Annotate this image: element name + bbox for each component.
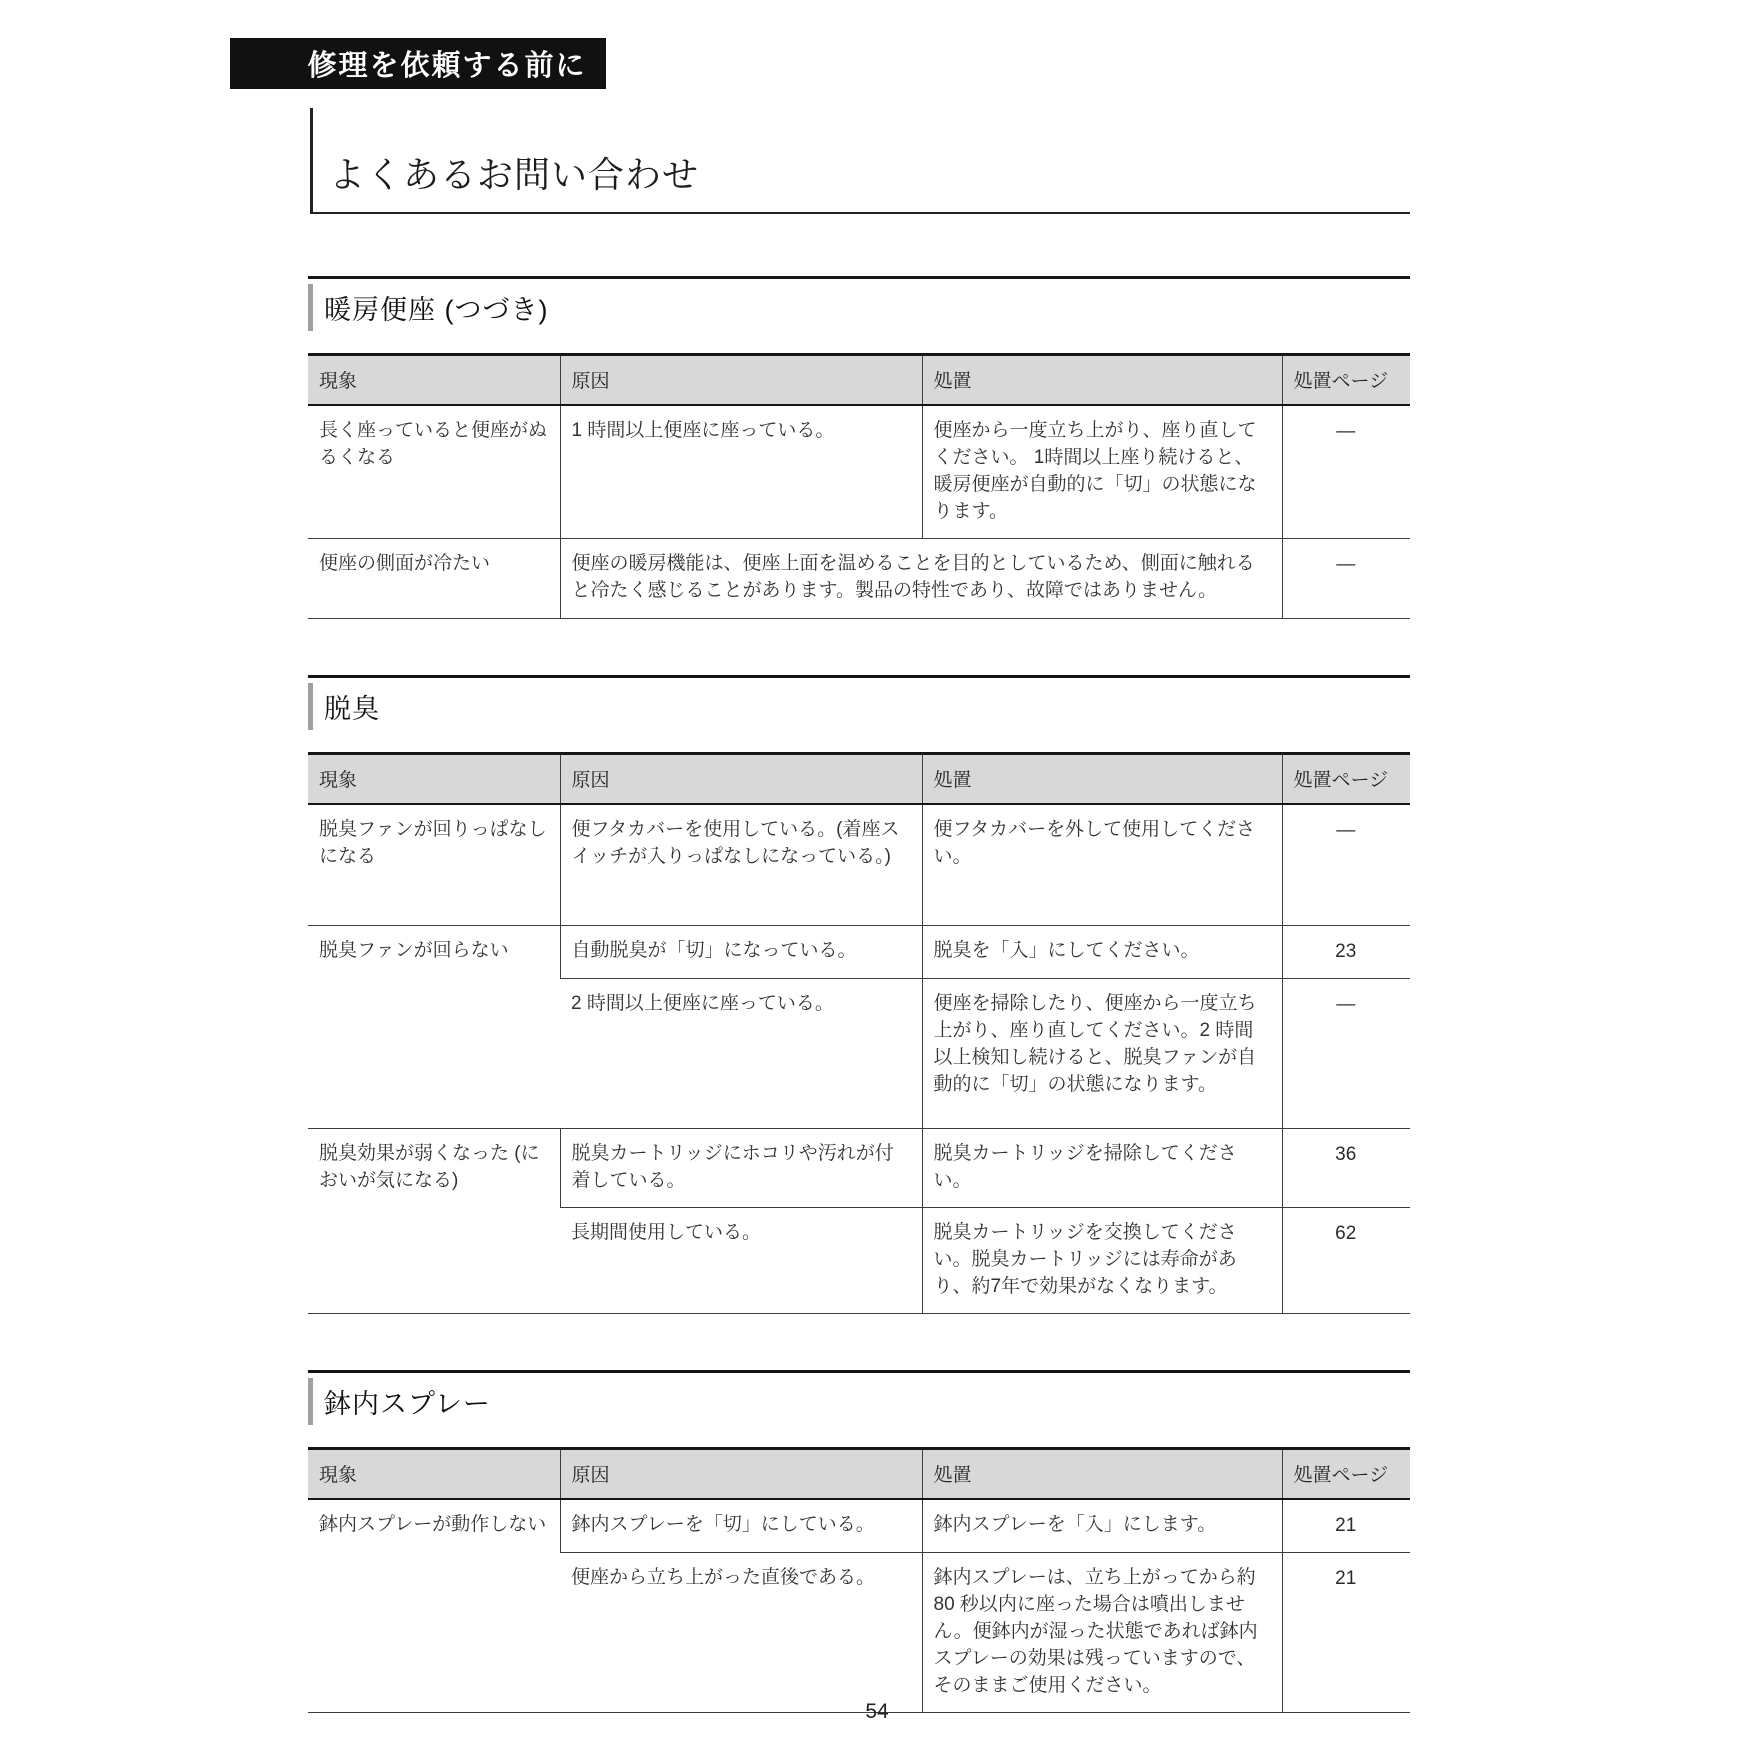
page-content bbox=[308, 214, 1410, 1713]
column-header-phenomenon: 現象 bbox=[308, 1449, 560, 1500]
section-header bbox=[308, 1378, 1410, 1425]
section-heated-seat bbox=[308, 276, 1410, 619]
page-ref-cell: — bbox=[1282, 538, 1410, 618]
troubleshooting-table-bowl-spray bbox=[308, 1447, 1410, 1713]
section-rule bbox=[308, 675, 1410, 678]
table-header-row bbox=[308, 1449, 1410, 1500]
section-header bbox=[308, 284, 1410, 331]
table-row bbox=[308, 1499, 1410, 1552]
section-header bbox=[308, 683, 1410, 730]
column-header-cause: 原因 bbox=[560, 355, 922, 406]
cause-treatment-merged-cell: 便座の暖房機能は、便座上面を温めることを目的としているため、側面に触れると冷たく感じることがあります。製品の特性であり、故障ではありません。 bbox=[560, 538, 1282, 618]
cause-cell: 便座から立ち上がった直後である。 bbox=[560, 1553, 922, 1713]
column-header-cause: 原因 bbox=[560, 753, 922, 804]
page-ref-cell: 62 bbox=[1282, 1208, 1410, 1314]
cause-cell: 長期間使用している。 bbox=[560, 1208, 922, 1314]
phenomenon-cell: 鉢内スプレーが動作しない bbox=[308, 1499, 560, 1712]
column-header-treatment-page: 処置ページ bbox=[1282, 1449, 1410, 1500]
column-header-treatment: 処置 bbox=[922, 355, 1282, 406]
table-header-row bbox=[308, 753, 1410, 804]
treatment-cell: 鉢内スプレーを「入」にします。 bbox=[922, 1499, 1282, 1552]
column-header-cause: 原因 bbox=[560, 1449, 922, 1500]
page-ref-cell: 36 bbox=[1282, 1129, 1410, 1208]
section-bowl-spray bbox=[308, 1370, 1410, 1713]
cause-cell: 2 時間以上便座に座っている。 bbox=[560, 979, 922, 1129]
phenomenon-cell: 長く座っていると便座がぬるくなる bbox=[308, 405, 560, 538]
page-ref-cell: 21 bbox=[1282, 1553, 1410, 1713]
page-ref-cell: 21 bbox=[1282, 1499, 1410, 1552]
column-header-phenomenon: 現象 bbox=[308, 753, 560, 804]
section-rule bbox=[308, 276, 1410, 279]
table-row bbox=[308, 405, 1410, 538]
table-row bbox=[308, 538, 1410, 618]
chapter-banner bbox=[230, 38, 606, 89]
column-header-treatment-page: 処置ページ bbox=[1282, 355, 1410, 406]
column-header-treatment: 処置 bbox=[922, 753, 1282, 804]
phenomenon-cell: 脱臭ファンが回らない bbox=[308, 926, 560, 1129]
cause-cell: 自動脱臭が「切」になっている。 bbox=[560, 926, 922, 979]
cause-cell: 鉢内スプレーを「切」にしている。 bbox=[560, 1499, 922, 1552]
cause-cell: 1 時間以上便座に座っている。 bbox=[560, 405, 922, 538]
cause-cell: 便フタカバーを使用している。(着座スイッチが入りっぱなしになっている。) bbox=[560, 804, 922, 926]
troubleshooting-table-deodorizer bbox=[308, 752, 1410, 1314]
page-title-block bbox=[310, 108, 1410, 214]
table-row bbox=[308, 804, 1410, 926]
treatment-cell: 便フタカバーを外して使用してください。 bbox=[922, 804, 1282, 926]
treatment-cell: 脱臭カートリッジを掃除してください。 bbox=[922, 1129, 1282, 1208]
section-title: 脱臭 bbox=[324, 693, 380, 724]
section-title: 鉢内スプレー bbox=[324, 1389, 491, 1420]
section-title: 暖房便座 (つづき) bbox=[324, 295, 549, 325]
phenomenon-cell: 脱臭ファンが回りっぱなしになる bbox=[308, 804, 560, 926]
cause-cell: 脱臭カートリッジにホコリや汚れが付着している。 bbox=[560, 1129, 922, 1208]
section-deodorizer bbox=[308, 675, 1410, 1314]
table-row bbox=[308, 1129, 1410, 1208]
chapter-banner-label: 修理を依頼する前に bbox=[307, 50, 587, 82]
table-row bbox=[308, 926, 1410, 979]
treatment-cell: 便座を掃除したり、便座から一度立ち上がり、座り直してください。2 時間以上検知し続けると、脱臭ファンが自動的に「切」の状態になります。 bbox=[922, 979, 1282, 1129]
column-header-treatment: 処置 bbox=[922, 1449, 1282, 1500]
section-rule bbox=[308, 1370, 1410, 1373]
table-header-row bbox=[308, 355, 1410, 406]
column-header-phenomenon: 現象 bbox=[308, 355, 560, 406]
page-ref-cell: 23 bbox=[1282, 926, 1410, 979]
column-header-treatment-page: 処置ページ bbox=[1282, 753, 1410, 804]
page-number: 54 bbox=[865, 1700, 889, 1723]
treatment-cell: 便座から一度立ち上がり、座り直してください。 1時間以上座り続けると、暖房便座が自動的に「切」の状態になります。 bbox=[922, 405, 1282, 538]
page-title: よくあるお問い合わせ bbox=[329, 154, 700, 195]
page-ref-cell: — bbox=[1282, 979, 1410, 1129]
page-ref-cell: — bbox=[1282, 804, 1410, 926]
phenomenon-cell: 便座の側面が冷たい bbox=[308, 538, 560, 618]
phenomenon-cell: 脱臭効果が弱くなった (においが気になる) bbox=[308, 1129, 560, 1314]
treatment-cell: 鉢内スプレーは、立ち上がってから約 80 秒以内に座った場合は噴出しません。便鉢内が湿った状態であれば鉢内スプレーの効果は残っていますので、そのままご使用ください。 bbox=[922, 1553, 1282, 1713]
treatment-cell: 脱臭カートリッジを交換してください。脱臭カートリッジには寿命があり、約7年で効果がなくなります。 bbox=[922, 1208, 1282, 1314]
treatment-cell: 脱臭を「入」にしてください。 bbox=[922, 926, 1282, 979]
page-ref-cell: — bbox=[1282, 405, 1410, 538]
troubleshooting-table-heated-seat bbox=[308, 353, 1410, 619]
